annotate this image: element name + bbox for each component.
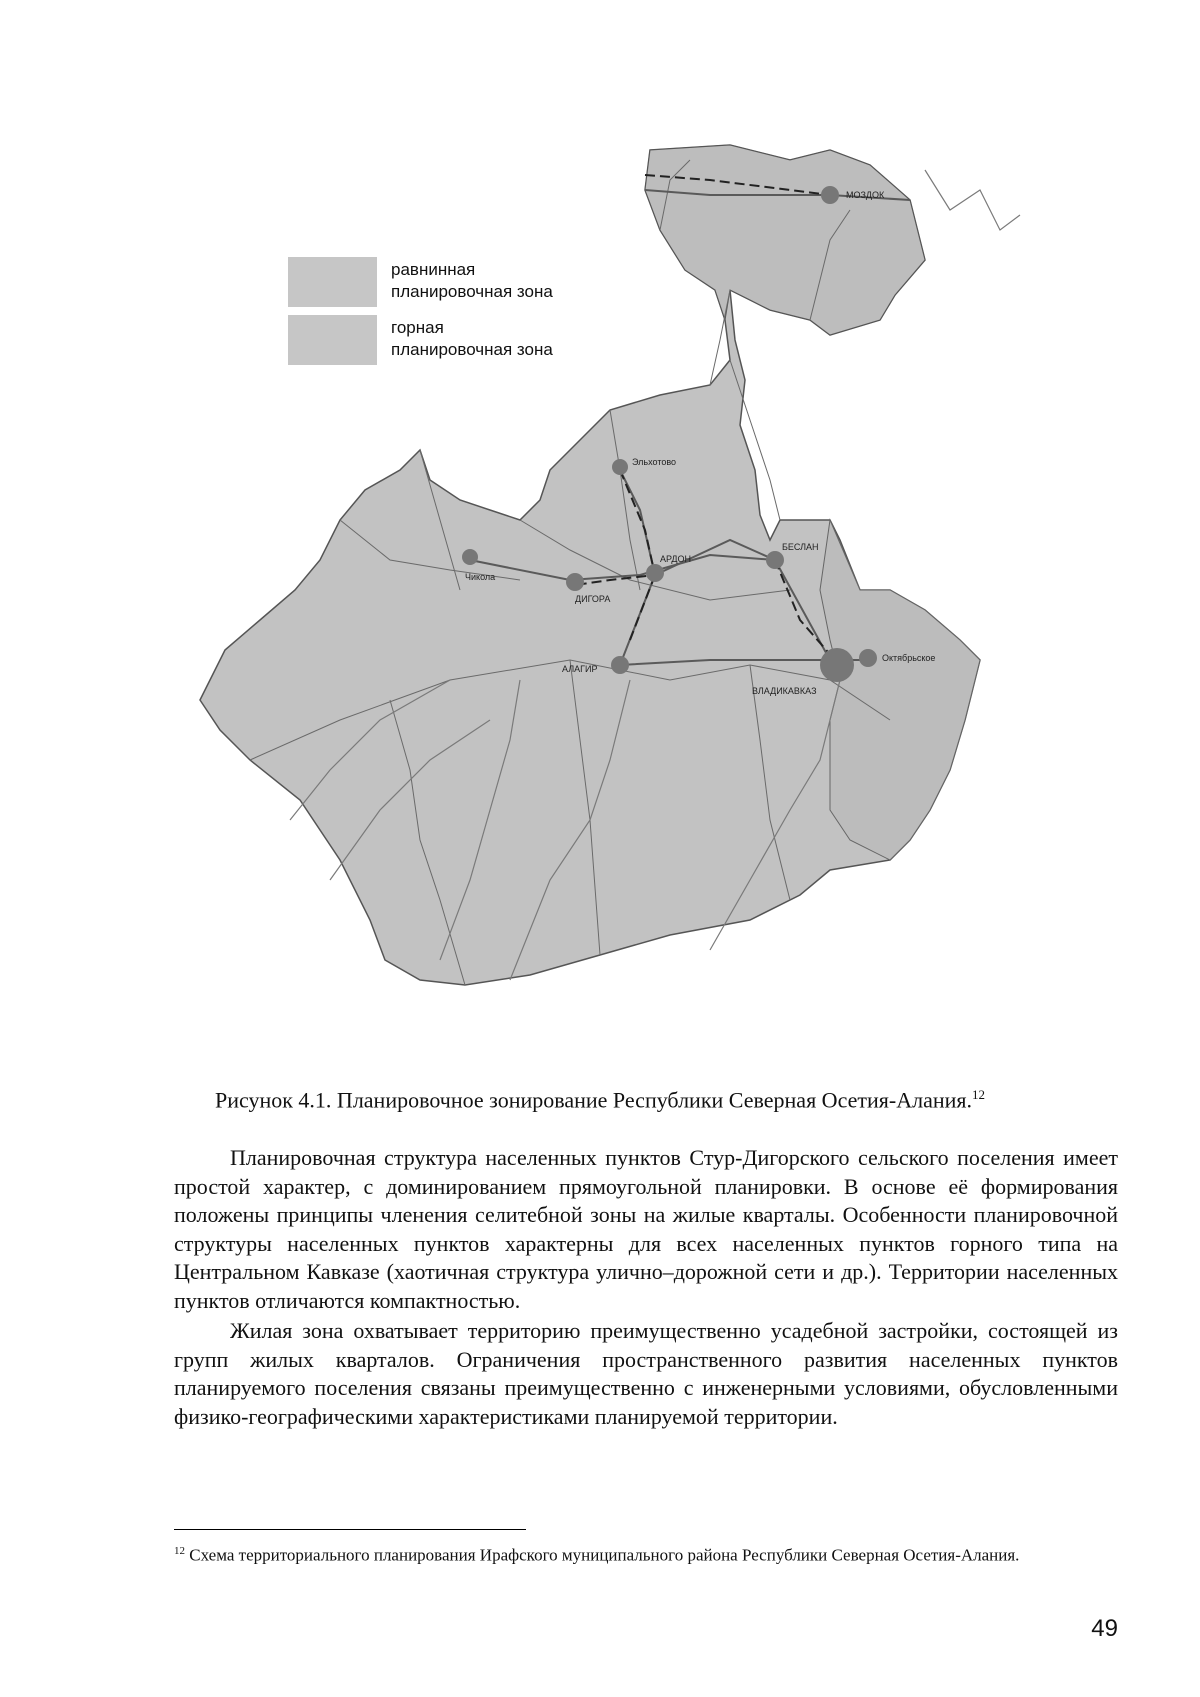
city-alagir xyxy=(611,656,629,674)
legend-label-plain: равнинная планировочная зона xyxy=(391,260,553,301)
caption-text: Рисунок 4.1. Планировочное зонирование Республики Северная Осетия-Алания. xyxy=(214,1087,972,1113)
label-digora: ДИГОРА xyxy=(575,594,611,604)
footnote xyxy=(174,1540,1118,1567)
figure-caption xyxy=(0,1087,1200,1113)
label-beslan: БЕСЛАН xyxy=(782,542,819,552)
footnote-number: 12 xyxy=(174,1545,185,1557)
label-chikola: Чикола xyxy=(465,572,496,582)
label-ardon: АРДОН xyxy=(660,554,691,564)
eastern-zone xyxy=(820,520,980,860)
city-vladikavkaz xyxy=(820,648,854,682)
city-chikola xyxy=(462,549,478,565)
northern-area xyxy=(645,145,925,335)
body-text xyxy=(174,1144,1118,1433)
city-mozdok xyxy=(821,186,839,204)
city-ardon xyxy=(646,564,664,582)
footnote-text: Схема территориального планирования Ирафского муниципального района Республики Северная Осетия-Алания. xyxy=(185,1545,1020,1565)
label-alagir: АЛАГИР xyxy=(562,664,598,674)
label-oktyabrskoe: Октябрьское xyxy=(882,653,936,663)
legend-label-mountain: горная планировочная зона xyxy=(391,318,553,359)
label-vladikavkaz: ВЛАДИКАВКАЗ xyxy=(752,686,817,696)
zoning-map xyxy=(190,120,1090,1080)
city-oktyabrskoe xyxy=(859,649,877,667)
city-beslan xyxy=(766,551,784,569)
footnote-separator xyxy=(174,1529,526,1530)
paragraph-2: Жилая зона охватывает территорию преимущественно усадебной застройки, состоящей из групп жилых кварталов. Ограничения пространственного развития населенных пунктов планируемого поселения связаны преимущественно с инженерными условиями, обусловленными физико-географическими характеристиками планируемой территории. xyxy=(174,1318,1118,1429)
page-number: 49 xyxy=(1091,1615,1118,1642)
caption-footnote-ref[interactable]: 12 xyxy=(972,1087,985,1102)
paragraph-1: Планировочная структура населенных пунктов Стур-Дигорского сельского поселения имеет простой характер, с доминированием прямоугольной планировки. В основе её формирования положены принципы членения селитебной зоны на жилые кварталы. Особенности планировочной структуры населенных пунктов характерны для всех населенных пунктов горного типа на Центральном Кавказе (хаотичная структура улично–дорожной сети и др.). Территории населенных пунктов отличаются компактностью. xyxy=(174,1145,1118,1313)
city-digora xyxy=(566,573,584,591)
label-mozdok: МОЗДОК xyxy=(846,190,885,200)
label-elkhotovo: Эльхотово xyxy=(632,457,677,467)
city-elkhotovo xyxy=(612,459,628,475)
